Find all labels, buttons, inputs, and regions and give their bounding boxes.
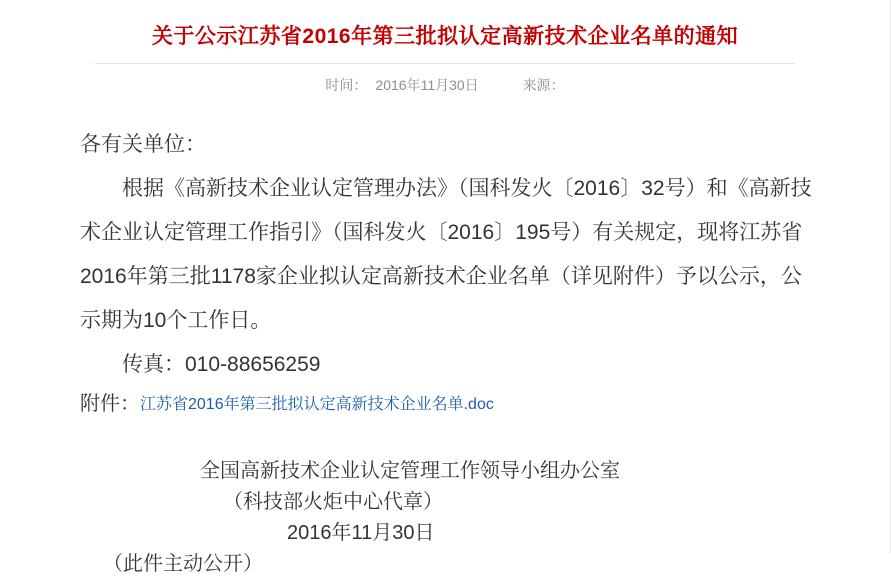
page-title: 关于公示江苏省2016年第三批拟认定高新技术企业名单的通知 bbox=[151, 25, 739, 48]
attachment-link[interactable]: 江苏省2016年第三批拟认定高新技术企业名单.doc bbox=[140, 396, 494, 413]
seal-note: （科技部火炬中心代章） bbox=[223, 491, 443, 513]
signature-block bbox=[0, 456, 890, 580]
disclosure-note: （此件主动公开） bbox=[103, 553, 263, 575]
issuing-org: 全国高新技术企业认定管理工作领导小组办公室 bbox=[200, 460, 620, 482]
salutation: 各有关单位： bbox=[80, 133, 206, 156]
issue-date: 2016年11月30日 bbox=[287, 522, 435, 544]
attachment-row bbox=[80, 389, 812, 420]
meta-source-label: 来源： bbox=[522, 77, 565, 93]
meta-time-value: 2016年11月30日 bbox=[375, 77, 479, 93]
meta-bar bbox=[95, 63, 795, 95]
fax-line: 传真：010-88656259 bbox=[122, 353, 321, 376]
attachment-label: 附件： bbox=[80, 393, 140, 415]
notice-paragraph: 根据《高新技术企业认定管理办法》（国科发火〔2016〕32号）和《高新技术企业认定管理工作指引》（国科发火〔2016〕195号）有关规定，现将江苏省2016年第三批1178家企业拟认定高新技术企业名单（详见附件）予以公示，公示期为10个工作日。 bbox=[80, 177, 812, 332]
meta-time-label: 时间： bbox=[325, 77, 368, 93]
notice-body bbox=[0, 123, 890, 420]
